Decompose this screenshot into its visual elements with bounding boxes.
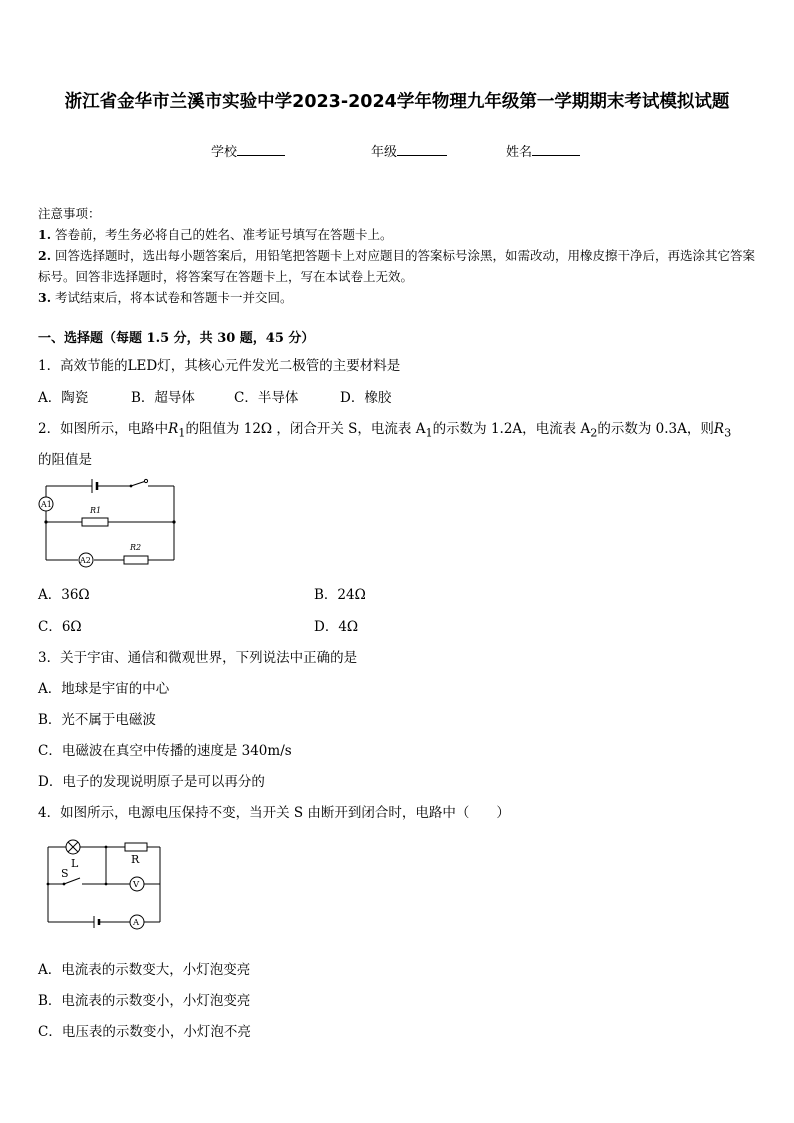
q1-option-d: D．橡胶 bbox=[340, 390, 392, 406]
note-item: 3. 考试结束后，将本试卷和答题卡一并交回。 bbox=[38, 290, 293, 305]
ammeter-label: A bbox=[133, 918, 140, 928]
q2-option-a: A．36Ω bbox=[38, 587, 90, 603]
q2-option-b: B．24Ω bbox=[314, 587, 366, 603]
a1-label: A1 bbox=[41, 500, 52, 509]
q1-option-a: A．陶瓷 bbox=[38, 390, 89, 406]
q1-option-b: B．超导体 bbox=[131, 390, 195, 406]
q3-stem: 3．关于宇宙、通信和微观世界，下列说法中正确的是 bbox=[38, 650, 358, 666]
school-label: 学校 bbox=[211, 145, 238, 160]
school-blank bbox=[237, 143, 285, 156]
grade-field bbox=[371, 141, 447, 160]
q4-circuit-diagram bbox=[40, 836, 168, 932]
q4-option-c: C．电压表的示数变小，小灯泡不亮 bbox=[38, 1024, 251, 1040]
voltmeter-label: V bbox=[133, 880, 140, 890]
q2-option-d: D．4Ω bbox=[314, 619, 359, 635]
name-label: 姓名 bbox=[506, 145, 533, 160]
page-title: 浙江省金华市兰溪市实验中学2023-2024学年物理九年级第一学期期末考试模拟试题 bbox=[64, 92, 730, 112]
note-item: 1. 答卷前，考生务必将自己的姓名、准考证号填写在答题卡上。 bbox=[38, 227, 393, 242]
name-field bbox=[506, 141, 580, 160]
q3-option-a: A．地球是宇宙的中心 bbox=[38, 681, 170, 697]
q1-option-c: C．半导体 bbox=[234, 390, 299, 406]
school-field bbox=[211, 141, 285, 160]
notes bbox=[38, 203, 758, 308]
switch-label: S bbox=[61, 867, 69, 880]
r2-label: R2 bbox=[130, 543, 142, 552]
q4-stem: 4．如图所示，电源电压保持不变，当开关 S 由断开到闭合时，电路中（ ） bbox=[38, 805, 510, 821]
q3-option-c: C．电磁波在真空中传播的速度是 340m/s bbox=[38, 743, 292, 759]
resistor-r2 bbox=[124, 556, 148, 564]
grade-blank bbox=[397, 143, 447, 156]
q2-stem-line2: 的阻值是 bbox=[38, 452, 92, 468]
q2-circuit-diagram bbox=[36, 478, 181, 568]
q4-option-b: B．电流表的示数变小，小灯泡变亮 bbox=[38, 993, 251, 1009]
resistor-r bbox=[125, 843, 147, 851]
q3-option-d: D．电子的发现说明原子是可以再分的 bbox=[38, 774, 265, 790]
r1-label: R1 bbox=[90, 506, 102, 515]
grade-label: 年级 bbox=[371, 145, 398, 160]
q1-stem: 1．高效节能的LED灯，其核心元件发光二极管的主要材料是 bbox=[38, 358, 401, 374]
note-item: 2. 回答选择题时，选出每小题答案后，用铅笔把答题卡上对应题目的答案标号涂黑，如需改动，用橡皮擦干净后，再选涂其它答案标号。回答非选择题时，将答案写在答题卡上，写在本试卷上无效。 bbox=[38, 248, 756, 284]
name-blank bbox=[532, 143, 580, 156]
lamp-label: L bbox=[71, 857, 79, 870]
q4-option-a: A．电流表的示数变大，小灯泡变亮 bbox=[38, 962, 251, 978]
resistor-label: R bbox=[131, 853, 140, 866]
section-heading: 一、选择题（每题 1.5 分，共 30 题，45 分） bbox=[38, 331, 315, 346]
a2-label: A2 bbox=[80, 556, 91, 565]
q2-stem: 2．如图所示，电路中$R_1$的阻值为 12Ω ，闭合开关 S，电流表 $A_1$的示数为 1.2A，电流表 $A_2$的示数为 0.3A，则$R_3$ bbox=[38, 421, 732, 440]
notes-heading: 注意事项： bbox=[38, 206, 101, 221]
resistor-r1 bbox=[82, 518, 108, 526]
q3-option-b: B．光不属于电磁波 bbox=[38, 712, 156, 728]
switch-blade bbox=[131, 481, 146, 486]
q2-option-c: C．6Ω bbox=[38, 619, 82, 635]
